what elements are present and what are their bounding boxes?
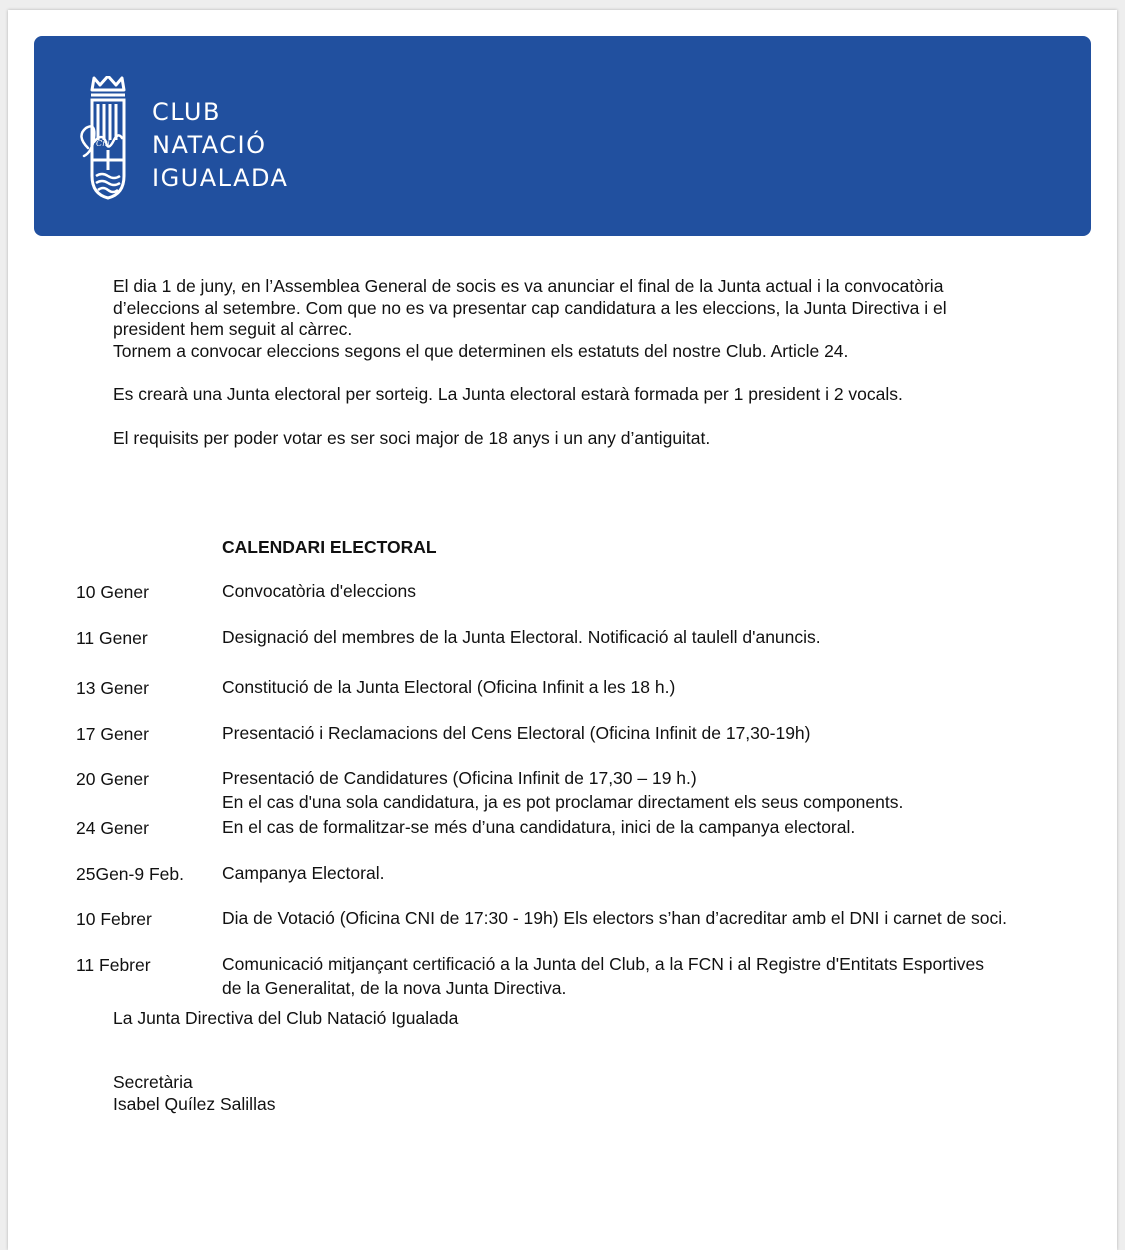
calendar-line: Presentació de Candidatures (Oficina Infinit de 17,30 – 19 h.) <box>222 768 697 788</box>
calendar-description <box>222 907 1007 931</box>
calendar-description <box>222 767 903 814</box>
calendar-date: 20 Gener <box>76 769 149 789</box>
logo-line-club: CLUB <box>152 98 221 126</box>
club-crest-logo <box>78 76 138 200</box>
calendar-line: Designació del membres de la Junta Electoral. Notificació al taulell d'anuncis. <box>222 627 821 647</box>
calendar-line: Comunicació mitjançant certificació a la Junta del Club, a la FCN i al Registre d'Entitats Esportives <box>222 954 985 974</box>
club-name-logo-text <box>152 96 288 195</box>
calendar-description <box>222 626 821 650</box>
intro-paragraph-1 <box>113 276 947 362</box>
calendar-date: 25Gen-9 Feb. <box>76 864 184 884</box>
calendar-line: Campanya Electoral. <box>222 863 385 883</box>
intro-line: d’eleccions al setembre. Com que no es va presentar cap candidatura a les eleccions, la Junta Directiva i el <box>113 297 947 318</box>
intro-paragraph-2: Es crearà una Junta electoral per sorteig. La Junta electoral estarà formada per 1 president i 2 vocals. <box>113 384 903 404</box>
calendar-date: 17 Gener <box>76 724 149 744</box>
calendar-date: 13 Gener <box>76 678 149 698</box>
header-banner <box>34 36 1091 236</box>
calendar-line: Constitució de la Junta Electoral (Oficina Infinit a les 18 h.) <box>222 677 676 697</box>
calendar-line: En el cas de formalitzar-se més d’una candidatura, inici de la campanya electoral. <box>222 817 856 837</box>
calendar-line: Presentació i Reclamacions del Cens Electoral (Oficina Infinit de 17,30-19h) <box>222 723 811 743</box>
calendar-description <box>222 953 984 1000</box>
calendar-date: 24 Gener <box>76 818 149 838</box>
calendar-description <box>222 580 416 604</box>
calendar-description <box>222 816 855 840</box>
calendar-description <box>222 862 384 886</box>
calendar-date: 11 Febrer <box>76 955 151 975</box>
signature-name: Isabel Quílez Salillas <box>113 1094 276 1114</box>
calendar-line: de la Generalitat, de la nova Junta Directiva. <box>222 977 567 998</box>
intro-line: El dia 1 de juny, en l’Assemblea General de socis es va anunciar el final de la Junta actual i la convocatòria <box>113 276 944 296</box>
calendar-line: Dia de Votació (Oficina CNI de 17:30 - 19h) Els electors s’han d’acreditar amb el DNI i carnet de soci. <box>222 908 1007 928</box>
intro-line: Tornem a convocar eleccions segons el que determinen els estatuts del nostre Club. Article 24. <box>113 340 849 361</box>
svg-text:Cni: Cni <box>96 139 110 148</box>
calendar-description <box>222 676 675 700</box>
calendar-line: Convocatòria d'eleccions <box>222 581 417 601</box>
calendar-date: 11 Gener <box>76 628 148 648</box>
intro-line: president hem seguit al càrrec. <box>113 319 353 340</box>
logo-line-natacio: NATACIÓ <box>152 131 267 159</box>
document-page <box>8 10 1117 1250</box>
signature-board: La Junta Directiva del Club Natació Igualada <box>113 1008 459 1028</box>
logo-line-igualada: IGUALADA <box>152 164 289 192</box>
signature-role: Secretària <box>113 1072 193 1092</box>
calendar-line: En el cas d'una sola candidatura, ja es pot proclamar directament els seus components. <box>222 791 904 812</box>
intro-paragraph-3: El requisits per poder votar es ser soci major de 18 anys i un any d’antiguitat. <box>113 428 711 448</box>
calendar-title: CALENDARI ELECTORAL <box>222 537 437 557</box>
calendar-date: 10 Febrer <box>76 909 152 929</box>
calendar-description <box>222 722 811 746</box>
calendar-date: 10 Gener <box>76 582 149 602</box>
